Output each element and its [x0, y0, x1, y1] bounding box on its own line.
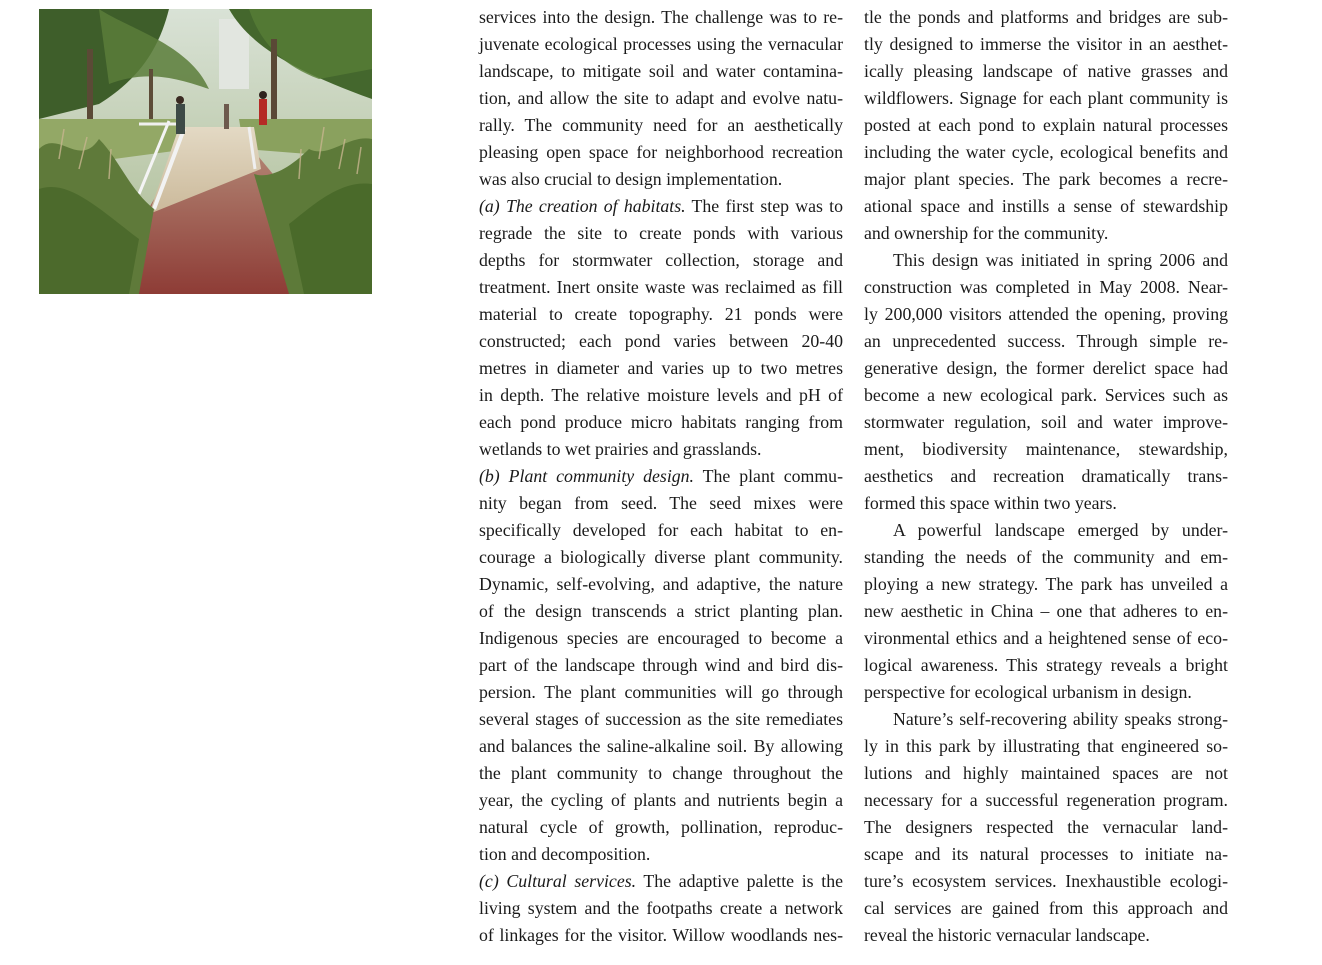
text-line: pleasing open space for neighborhood recreation	[479, 142, 843, 162]
text-line: Dynamic, self-evolving, and adaptive, the nature	[479, 574, 843, 594]
text-line: services into the design. The challenge was to re-	[479, 7, 843, 27]
text-line: tion and decomposition.	[479, 844, 651, 864]
text-line: reveal the historic vernacular landscape.	[864, 925, 1150, 945]
text-line: ture’s ecosystem services. Inexhaustible ecologi-	[864, 871, 1228, 891]
text-line: depths for stormwater collection, storage and	[479, 250, 843, 270]
text-line: ploying a new strategy. The park has unveiled a	[864, 574, 1228, 594]
section-heading-habitats: (a) The creation of habitats.	[479, 196, 686, 216]
text-line: necessary for a successful regeneration program.	[864, 790, 1228, 810]
text-line: year, the cycling of plants and nutrients begin a	[479, 790, 843, 810]
text-line: tion, and allow the site to adapt and evolve natu-	[479, 88, 843, 108]
text-line: including the water cycle, ecological benefits and	[864, 142, 1228, 162]
text-line: ly in this park by illustrating that engineered so-	[864, 736, 1228, 756]
text-line: persion. The plant communities will go through	[479, 682, 843, 702]
text-line: stormwater regulation, soil and water improve-	[864, 412, 1228, 432]
text-line: The designers respected the vernacular land-	[864, 817, 1228, 837]
left-text-column	[479, 4, 843, 949]
text-line: each pond produce micro habitats ranging from	[479, 412, 843, 432]
text-line: vironmental ethics and a heightened sense of eco-	[864, 628, 1228, 648]
text-line: become a new ecological park. Services such as	[864, 385, 1228, 405]
text-line	[479, 193, 843, 220]
text-line: ment, biodiversity maintenance, stewardship,	[864, 439, 1228, 459]
text-line: the plant community to change throughout the	[479, 763, 843, 783]
text-line: material to create topography. 21 ponds were	[479, 304, 843, 324]
text-line: courage a biologically diverse plant community.	[479, 547, 843, 567]
text-line: generative design, the former derelict space had	[864, 358, 1228, 378]
text-line: major plant species. The park becomes a recre-	[864, 169, 1228, 189]
text-line: ically pleasing landscape of native grasses and	[864, 61, 1228, 81]
text-line: This design was initiated in spring 2006 and	[893, 250, 1228, 270]
text-line: ly 200,000 visitors attended the opening, proving	[864, 304, 1228, 324]
text-line: tle the ponds and platforms and bridges are sub-	[864, 7, 1228, 27]
text-line: formed this space within two years.	[864, 493, 1117, 513]
text-line: lutions and highly maintained spaces are not	[864, 763, 1228, 783]
text-line: part of the landscape through wind and bird dis-	[479, 655, 843, 675]
text-line: ational space and instills a sense of stewardship	[864, 196, 1228, 216]
text-line: aesthetics and recreation dramatically trans-	[864, 466, 1228, 486]
text-line: perspective for ecological urbanism in design.	[864, 682, 1192, 702]
text-line: an unprecedented success. Through simple re-	[864, 331, 1228, 351]
right-text-column	[864, 4, 1228, 949]
text-line: scape and its natural processes to initiate na-	[864, 844, 1228, 864]
text-line: new aesthetic in China – one that adheres to en-	[864, 601, 1228, 621]
text-line: A powerful landscape emerged by under-	[893, 520, 1228, 540]
text-line: metres in diameter and varies up to two metres	[479, 358, 843, 378]
text-line: specifically developed for each habitat to en-	[479, 520, 843, 540]
text-line: Nature’s self-recovering ability speaks strong-	[893, 709, 1228, 729]
text-line	[479, 463, 843, 490]
text-line: juvenate ecological processes using the vernacular	[479, 34, 843, 54]
text-line: posted at each pond to explain natural processes	[864, 115, 1228, 135]
text-line: Indigenous species are encouraged to become a	[479, 628, 843, 648]
text-line: logical awareness. This strategy reveals a bright	[864, 655, 1228, 675]
text-fragment: The adaptive palette is the	[636, 871, 843, 891]
text-fragment: The plant commu-	[694, 466, 843, 486]
text-line: standing the needs of the community and em-	[864, 547, 1228, 567]
text-line: and ownership for the community.	[864, 223, 1109, 243]
park-boardwalk-photo	[39, 9, 372, 294]
text-line: nity began from seed. The seed mixes were	[479, 493, 843, 513]
text-line: of the design transcends a strict planting plan.	[479, 601, 843, 621]
text-line: wildflowers. Signage for each plant community is	[864, 88, 1228, 108]
text-line	[479, 868, 843, 895]
text-line: was also crucial to design implementation.	[479, 169, 783, 189]
text-line: cal services are gained from this approach and	[864, 898, 1228, 918]
section-heading-plant-community: (b) Plant community design.	[479, 466, 694, 486]
section-heading-cultural-services: (c) Cultural services.	[479, 871, 637, 891]
text-line: natural cycle of growth, pollination, reproduc-	[479, 817, 843, 837]
text-line: wetlands to wet prairies and grasslands.	[479, 439, 762, 459]
text-line: several stages of succession as the site remediates	[479, 709, 843, 729]
text-line: living system and the footpaths create a network	[479, 898, 843, 918]
text-line: tly designed to immerse the visitor in an aesthet-	[864, 34, 1228, 54]
text-line: and balances the saline-alkaline soil. By allowing	[479, 736, 843, 756]
text-line: construction was completed in May 2008. Near-	[864, 277, 1228, 297]
text-fragment: The first step was to	[685, 196, 843, 216]
text-line: constructed; each pond varies between 20-40	[479, 331, 843, 351]
text-line: rally. The community need for an aesthetically	[479, 115, 843, 135]
text-line: in depth. The relative moisture levels and pH of	[479, 385, 843, 405]
text-line: treatment. Inert onsite waste was reclaimed as fill	[479, 277, 843, 297]
text-line: landscape, to mitigate soil and water contamina-	[479, 61, 843, 81]
text-line: of linkages for the visitor. Willow woodlands nes-	[479, 925, 843, 945]
photo-illustration	[39, 9, 372, 294]
text-line: regrade the site to create ponds with various	[479, 223, 843, 243]
